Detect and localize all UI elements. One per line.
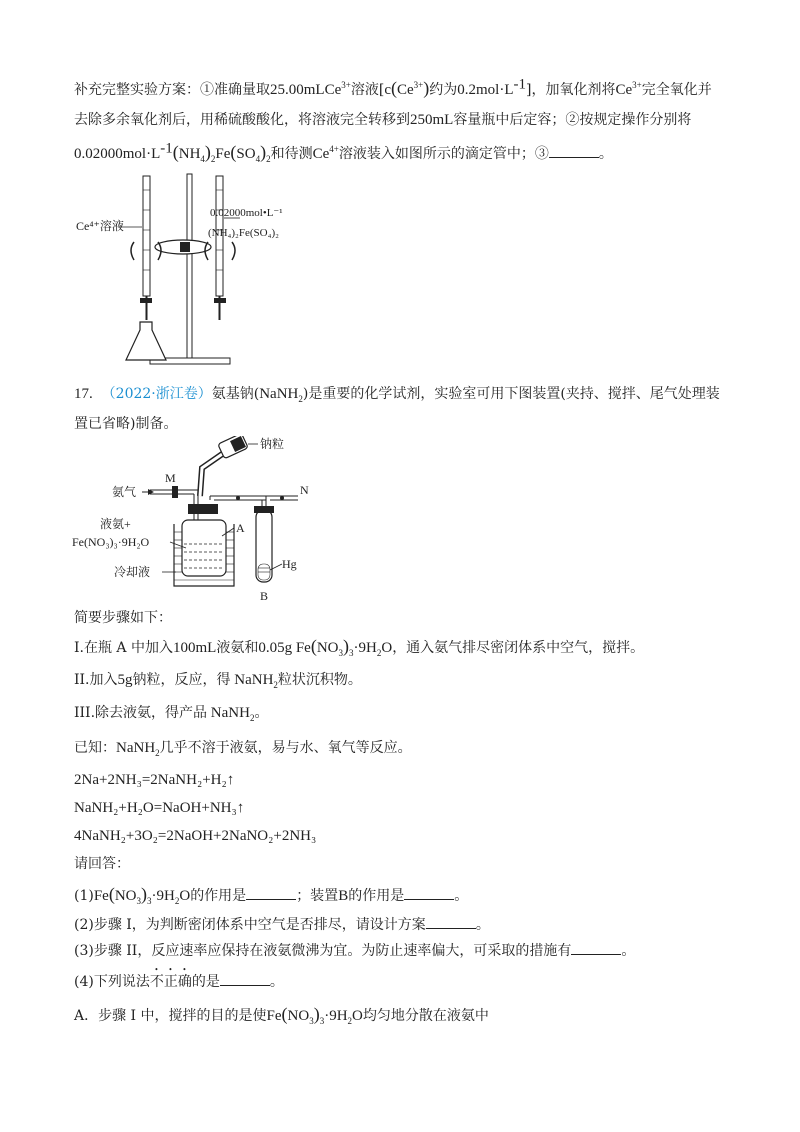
equation-2: NaNH₂+H₂O=NaOH+NH₃↑ — [74, 800, 245, 816]
text: 完全氧化并 — [641, 82, 712, 98]
ce3-formula: $Ce^{3+}$ — [324, 80, 351, 98]
volume: 100mL — [173, 640, 217, 656]
text: 几乎不溶于液氨，易与水、氧气等反应。 — [159, 740, 412, 756]
text: (4)下列说法 — [74, 974, 150, 990]
text: 。 — [269, 974, 284, 990]
ammonium-iron-sulfate-formula: $(NH_4)_2Fe(SO_4)_2$ — [172, 142, 271, 164]
question-4 — [74, 966, 284, 992]
option-a — [74, 1004, 489, 1026]
answer-blank-4[interactable] — [220, 971, 270, 986]
text: 液氨和 — [216, 640, 259, 656]
text: ，通入氨气排尽密闭体系中空气，搅拌。 — [392, 640, 645, 656]
text: 。 — [598, 146, 613, 162]
step-3 — [74, 703, 268, 723]
text: (1) — [74, 888, 94, 904]
iron-nitrate-formula: $Fe(NO_3)_3\cdot 9H_2O$ — [266, 1004, 363, 1026]
text: 已知： — [74, 740, 116, 756]
para16-line1: 补充完整实验方案：①准确量取25.00mLCe$^{3+}$溶液[$c(Ce^{3+})$约为$0.2mol\cdot L^{-1}$]，加氧化剂将$Ce^{3+}$完全氧化并 — [74, 76, 712, 98]
text: 约为 — [429, 82, 458, 98]
flask-a-label: A — [236, 521, 245, 535]
text: )是重要的化学试剂，实验室可用下图装置(夹持、搅拌、尾气处理装 — [302, 386, 720, 402]
ammonia-gas-label: 氨气 — [112, 485, 137, 499]
text: 简要步骤如下： — [74, 610, 172, 626]
sodium-amide-apparatus-figure — [70, 436, 350, 606]
nanh2-formula: NaNH$_2$ — [116, 740, 160, 758]
question-source-link[interactable]: （2022·浙江卷） — [101, 386, 212, 402]
emphasized-text: 不正确 — [149, 974, 192, 990]
iron-nitrate-formula: $Fe(NO_3)_3\cdot 9H_2O$ — [93, 884, 191, 906]
text: 。 — [254, 705, 269, 721]
ce4-formula: $Ce^{4+}$ — [312, 144, 339, 162]
para16-line2 — [74, 110, 691, 130]
nanh2-formula: NaNH$_2$ — [259, 386, 303, 404]
text: 粒状沉积物。 — [277, 672, 362, 688]
step-1 — [74, 636, 644, 658]
text: ；装置 — [296, 888, 339, 904]
liquid-ammonia-label: 液氨+ — [100, 517, 131, 531]
outlet-n-label: N — [300, 483, 309, 497]
ce3-formula: $Ce^{3+}$ — [615, 80, 642, 98]
text: 。 — [454, 888, 469, 904]
text: 溶液[ — [350, 82, 385, 98]
para16-line3: $0.02000mol\cdot L^{-1}(NH_4)_2Fe(SO_4)_2$和待测$Ce^{4+}$溶液装入如图所示的滴定管中；③ 。 — [74, 140, 613, 164]
q17-line1 — [74, 384, 720, 404]
text: 的是 — [191, 974, 220, 990]
text: (2)步骤 I，为判断密闭体系中空气是否排尽，请设计方案 — [74, 917, 426, 933]
titration-apparatus-figure — [70, 170, 310, 370]
text: II.加入 — [74, 672, 118, 688]
answer-blank-1a[interactable] — [246, 885, 296, 900]
answer-blank-1b[interactable] — [404, 885, 454, 900]
sodium-label: 钠粒 — [260, 437, 285, 451]
text: B — [338, 888, 349, 904]
q17-line2 — [74, 414, 177, 434]
volume: 250mL — [410, 112, 454, 128]
text: 请回答： — [74, 856, 130, 872]
text: III.除去液氨，得产品 — [74, 705, 208, 721]
volume: 25.00mL — [270, 82, 325, 98]
equation-1: 2Na+2NH₃=2NaNH₂+H₂↑ — [74, 772, 235, 788]
text: 氨基钠( — [211, 386, 260, 402]
step-2 — [74, 670, 362, 690]
catalyst-label: Fe(NO₃)₃·9H₂O — [72, 535, 150, 549]
question-1 — [74, 884, 468, 906]
mass: 5g — [117, 672, 133, 688]
question-3 — [74, 940, 635, 961]
mass: 0.05g — [258, 640, 293, 656]
text: 置已省略)制备。 — [74, 416, 178, 432]
mercury-label: Hg — [282, 557, 297, 571]
question-number: 17. — [74, 386, 93, 402]
known-line — [74, 738, 412, 758]
question-2 — [74, 914, 490, 935]
concentration: 0.2mol·L — [457, 82, 514, 98]
right-burette-label-line1: 0.02000mol•L⁻¹ — [210, 207, 283, 219]
ask-line — [74, 854, 130, 874]
answer-blank-3[interactable] — [571, 940, 621, 955]
concentration: 0.02000mol·L — [74, 146, 161, 162]
text: 补充完整实验方案：①准确量取 — [74, 82, 270, 98]
text: A．步骤 I 中，搅拌的目的是使 — [74, 1008, 267, 1024]
text: 容量瓶中后定容；②按规定操作分别将 — [453, 112, 692, 128]
left-burette-label: Ce⁴⁺溶液 — [76, 219, 124, 233]
right-burette-label-line2: (NH₄)₂Fe(SO₄)₂ — [208, 227, 279, 239]
answer-blank[interactable] — [549, 143, 599, 158]
text: I.在瓶 A 中加入 — [74, 640, 173, 656]
text: 钠粒，反应，得 — [132, 672, 231, 688]
text: 去除多余氧化剂后，用稀硫酸酸化，将溶液完全转移到 — [74, 112, 410, 128]
equation-3: 4NaNH₂+3O₂=2NaOH+2NaNO₂+2NH₃ — [74, 828, 317, 844]
tube-b-label: B — [260, 589, 269, 603]
iron-nitrate-formula: $Fe(NO_3)_3\cdot 9H_2O$ — [292, 636, 393, 658]
text: 。 — [621, 943, 636, 959]
text: 和待测 — [270, 146, 313, 162]
text: (3)步骤 II，反应速率应保持在液氨微沸为宜。为防止速率偏大，可采取的措施有 — [74, 943, 572, 959]
text: 溶液装入如图所示的滴定管中；③ — [338, 146, 549, 162]
text: 的作用是 — [348, 888, 405, 904]
valve-m-label: M — [165, 471, 176, 485]
nanh2-formula: NaNH$_2$ — [207, 705, 255, 723]
nanh2-formula: NaNH$_2$ — [230, 672, 278, 690]
coolant-label: 冷却液 — [114, 565, 151, 579]
text: 的作用是 — [190, 888, 247, 904]
text: 均匀地分散在液氨中 — [362, 1008, 489, 1024]
text: 。 — [475, 917, 490, 933]
c-ce3-formula: $c(Ce^{3+})$ — [384, 78, 430, 98]
answer-blank-2[interactable] — [426, 914, 476, 929]
steps-title — [74, 608, 172, 628]
text: ]，加氧化剂将 — [525, 82, 616, 98]
